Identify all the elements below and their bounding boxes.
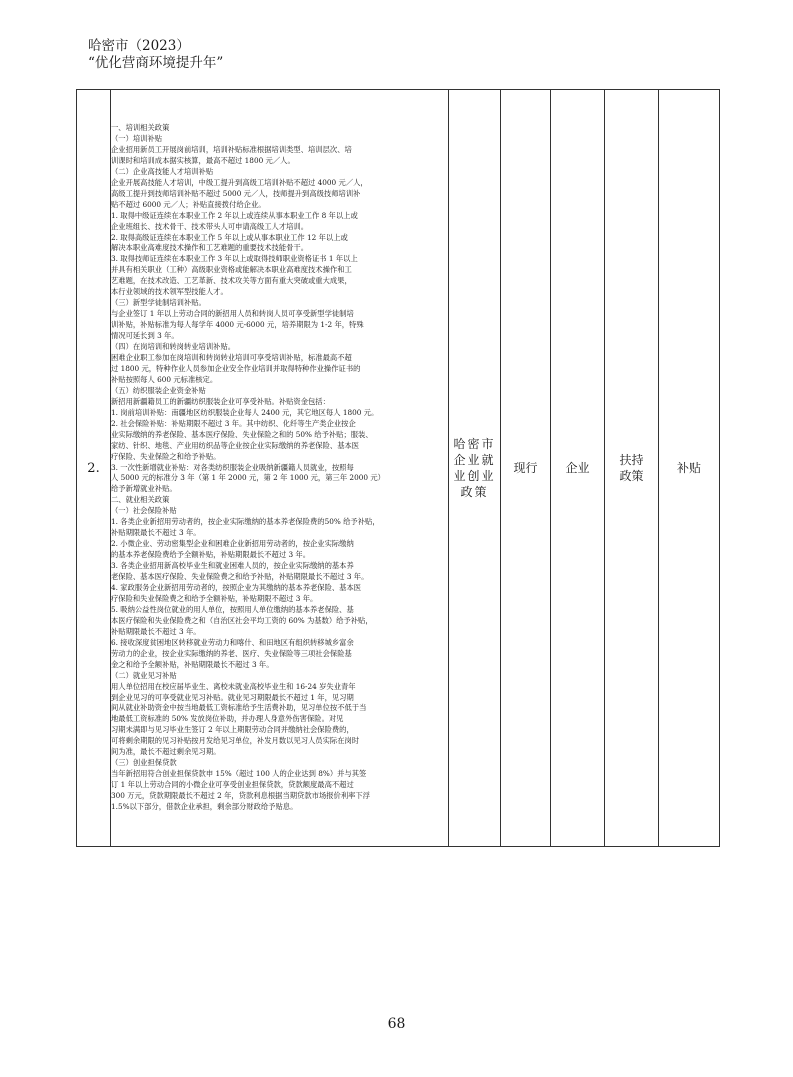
policy-text-line: （二）企业高技能人才培训补贴 xyxy=(111,166,214,176)
policy-text-line: 3. 取得技师证连续在本职业工作 3 年以上或取得技师职业资格证书 1 年以上 xyxy=(111,254,358,264)
policy-text-line: 训课时和培训成本据实核算，最高不超过 1800 元／人。 xyxy=(111,155,295,165)
policy-text-line: （三）创业担保贷款 xyxy=(111,758,177,768)
policy-text-line: （一）社会保险补贴 xyxy=(111,506,177,516)
policy-text-line: 4. 家政服务企业新招用劳动者的，按照企业为其缴纳的基本养老保险、基本医 xyxy=(111,583,362,592)
document-header xyxy=(88,38,223,72)
department-cell xyxy=(449,90,501,847)
policy-text-line: 训补贴，补贴标准为每人每学年 4000 元-6000 元，培养期限为 1-2 年，特殊 xyxy=(111,320,364,330)
type-cell: 补贴 xyxy=(659,90,720,847)
status-cell: 现行 xyxy=(501,90,551,847)
policy-text-line: 高级工提升到技师培训补贴不超过 5000 元／人，技师提升到高级技师培训补 xyxy=(111,188,361,198)
header-campaign-title: “优化营商环境提升年” xyxy=(88,55,224,71)
policy-text-line: 地最低工资标准的 50% 发放岗位补助，并办理人身意外伤害保险。对见 xyxy=(111,714,344,724)
row-number: 2. xyxy=(77,90,111,847)
category-cell xyxy=(605,90,659,847)
policy-text-line: 300 万元，贷款期限最长不超过 2 年，贷款利息根据当期贷款市场报价利率下浮 xyxy=(111,791,371,801)
policy-text-line: 艺难题，在技术改造、工艺革新、技术攻关等方面有重大突破或重大成果， xyxy=(111,276,352,286)
policy-text-line: （二）就业见习补贴 xyxy=(111,670,177,680)
category-line: 扶持 xyxy=(619,453,644,467)
policy-text-line: 5. 吸纳公益性岗位就业的用人单位，按照用人单位缴纳的基本养老保险、基 xyxy=(111,604,354,614)
policy-text-line: 2. 取得高级证连续在本职业工作 5 年以上或从事本职业工作 12 年以上或 xyxy=(111,232,348,242)
policy-text-line: 新招用新疆籍员工的新疆纺织服装企业可享受补贴。补贴资金包括： xyxy=(111,396,330,406)
policy-text-line: 3. 一次性新增就业补贴：对各类纺织服装企业吸纳新疆籍人员就业，按照每 xyxy=(111,462,354,472)
policy-text-line: 补贴期限最长不超过 3 年。 xyxy=(111,626,201,636)
department-line: 哈密市 xyxy=(453,437,496,451)
policy-text-line: 用人单位招用在校应届毕业生、离校未就业高校毕业生和 16-24 岁失业青年 xyxy=(111,681,356,691)
policy-table xyxy=(76,89,720,847)
policy-text-line: 到企业见习的可享受就业见习补贴。就业见习期限最长不超过 1 年，见习期 xyxy=(111,692,354,702)
policy-text-line: 3. 各类企业招用新高校毕业生和就业困难人员的，按企业实际缴纳的基本养 xyxy=(111,561,354,571)
policy-text-line: 1.5%以下部分，借款企业承担，剩余部分财政给予贴息。 xyxy=(111,802,298,812)
policy-text-line: 企业招用新员工开展岗前培训，培训补贴标准根据培训类型、培训层次、培 xyxy=(111,144,352,154)
policy-text-line: 疗保险和失业保险费之和给予全额补贴，补贴期限不超过 3 年。 xyxy=(111,593,318,603)
policy-text-line: 人 5000 元的标准分 3 年（第 1 年 2000 元，第 2 年 1000 元，第三年 2000 元） xyxy=(111,473,385,483)
policy-text-line: 本行业领域的技术领军型技能人才。 xyxy=(111,287,228,297)
department-line: 政策 xyxy=(460,485,489,499)
policy-text-line: 二、就业相关政策 xyxy=(111,495,170,505)
policy-text-line: 的基本养老保险费给予全额补贴，补贴期限最长不超过 3 年。 xyxy=(111,550,310,560)
policy-text-line: 本医疗保险和失业保险费之和（自治区社会平均工资的 60% 为基数）给予补贴， xyxy=(111,615,373,625)
policy-text-line: 补贴期限最长不超过 3 年。 xyxy=(111,528,201,538)
department-name xyxy=(449,436,500,500)
policy-text-line: （一）培训补贴 xyxy=(111,133,163,143)
category-text xyxy=(605,452,658,484)
policy-text-line: 补贴按照每人 600 元标准核定。 xyxy=(111,374,218,384)
department-line: 企业就 xyxy=(453,453,496,467)
page-number: 68 xyxy=(387,1016,406,1032)
policy-text-line: （三）新型学徒制培训补贴。 xyxy=(111,298,206,308)
category-line: 政策 xyxy=(619,469,644,483)
policy-text-line: 一、培训相关政策 xyxy=(111,122,170,132)
policy-content-cell xyxy=(111,90,449,847)
policy-content-text xyxy=(111,123,448,813)
policy-text-line: 企业班组长、技术骨干、技术带头人可申请高级工人才培训。 xyxy=(111,221,309,231)
policy-text-line: 间从就业补助资金中按当地最低工资标准给予生活费补助，见习单位按不低于当 xyxy=(111,703,367,713)
policy-text-line: 1. 各类企业新招用劳动者的，按企业实际缴纳的基本养老保险费的50% 给予补贴， xyxy=(111,517,380,527)
policy-text-line: 过 1800 元，特种作业人员参加企业安全作业培训并取得特种作业操作证书的 xyxy=(111,363,361,373)
policy-text-line: 困难企业职工参加在岗培训和转岗转业培训可享受培训补贴，标准最高不超 xyxy=(111,352,352,362)
policy-text-line: 并具有相关职业（工种）高级职业资格或能解决本职业高难度技术操作和工 xyxy=(111,265,352,275)
policy-text-line: 订 1 年以上劳动合同的小微企业可享受创业担保贷款，贷款额度最高不超过 xyxy=(111,780,354,790)
policy-text-line: （四）在岗培训和转岗转业培训补贴。 xyxy=(111,342,236,352)
policy-text-line: 业实际缴纳的养老保险、基本医疗保险、失业保险之和的 50% 给予补贴；服装、 xyxy=(111,429,373,439)
policy-text-line: 可将剩余期限的见习补贴按月发给见习单位，补发月数以见习人员实际在岗时 xyxy=(111,736,360,746)
policy-text-line: 给予新增就业补贴。 xyxy=(111,484,177,494)
policy-text-line: 与企业签订 1 年以上劳动合同的新招用人员和转岗人员可享受新型学徒制培 xyxy=(111,309,354,319)
policy-text-line: 6. 接收深度贫困地区转移就业劳动力和喀什、和田地区有组织转移城乡富余 xyxy=(111,637,354,647)
policy-text-line: 2. 社会保险补贴：补贴期限不超过 3 年。其中纺织、化纤等生产类企业按企 xyxy=(111,418,356,428)
policy-text-line: 当年新招用符合创业担保贷款申 15%（超过 100 人的企业达到 8%）并与其签 xyxy=(111,769,367,779)
policy-text-line: 情况可延长到 3 年。 xyxy=(111,331,179,341)
policy-text-line: 间为准，最长不超过剩余见习期。 xyxy=(111,747,221,757)
policy-text-line: 家纺、针织、地毯、产业用纺织品等企业按企业实际缴纳的养老保险、基本医 xyxy=(111,440,360,450)
policy-text-line: （五）纺织服装企业资金补贴 xyxy=(111,385,206,395)
department-line: 业创业 xyxy=(453,469,496,483)
policy-text-line: 疗保险、失业保险之和给予补贴。 xyxy=(111,451,221,461)
target-cell: 企业 xyxy=(551,90,605,847)
header-city-year: 哈密市（2023） xyxy=(88,38,190,54)
policy-text-line: 劳动力的企业，按企业实际缴纳的养老、医疗、失业保险等三项社会保险基 xyxy=(111,648,352,658)
policy-text-line: 企业开展高技能人才培训，中级工提升到高级工培训补贴不超过 4000 元／人， xyxy=(111,177,368,187)
policy-text-line: 解决本职业高难度技术操作和工艺难题的重要技术技能骨干。 xyxy=(111,243,309,253)
policy-text-line: 1. 岗前培训补贴：南疆地区纺织服装企业每人 2400 元，其它地区每人 1800 元。 xyxy=(111,407,379,417)
policy-text-line: 1. 取得中级证连续在本职业工作 2 年以上或连续从事本职业工作 8 年以上或 xyxy=(111,210,358,220)
policy-text-line: 老保险、基本医疗保险、失业保险费之和给予补贴，补贴期限最长不超过 3 年。 xyxy=(111,572,369,582)
policy-text-line: 2. 小微企业、劳动密集型企业和困难企业新招用劳动者的，按企业实际缴纳 xyxy=(111,539,354,549)
policy-text-line: 贴不超过 6000 元／人；补贴直接拨付给企业。 xyxy=(111,199,266,209)
policy-text-line: 习期未满即与见习毕业生签订 2 年以上期限劳动合同并缴纳社会保险费的， xyxy=(111,725,354,735)
table-row xyxy=(77,90,720,847)
policy-text-line: 金之和给予全额补贴，补贴期限最长不超过 3 年。 xyxy=(111,659,274,669)
